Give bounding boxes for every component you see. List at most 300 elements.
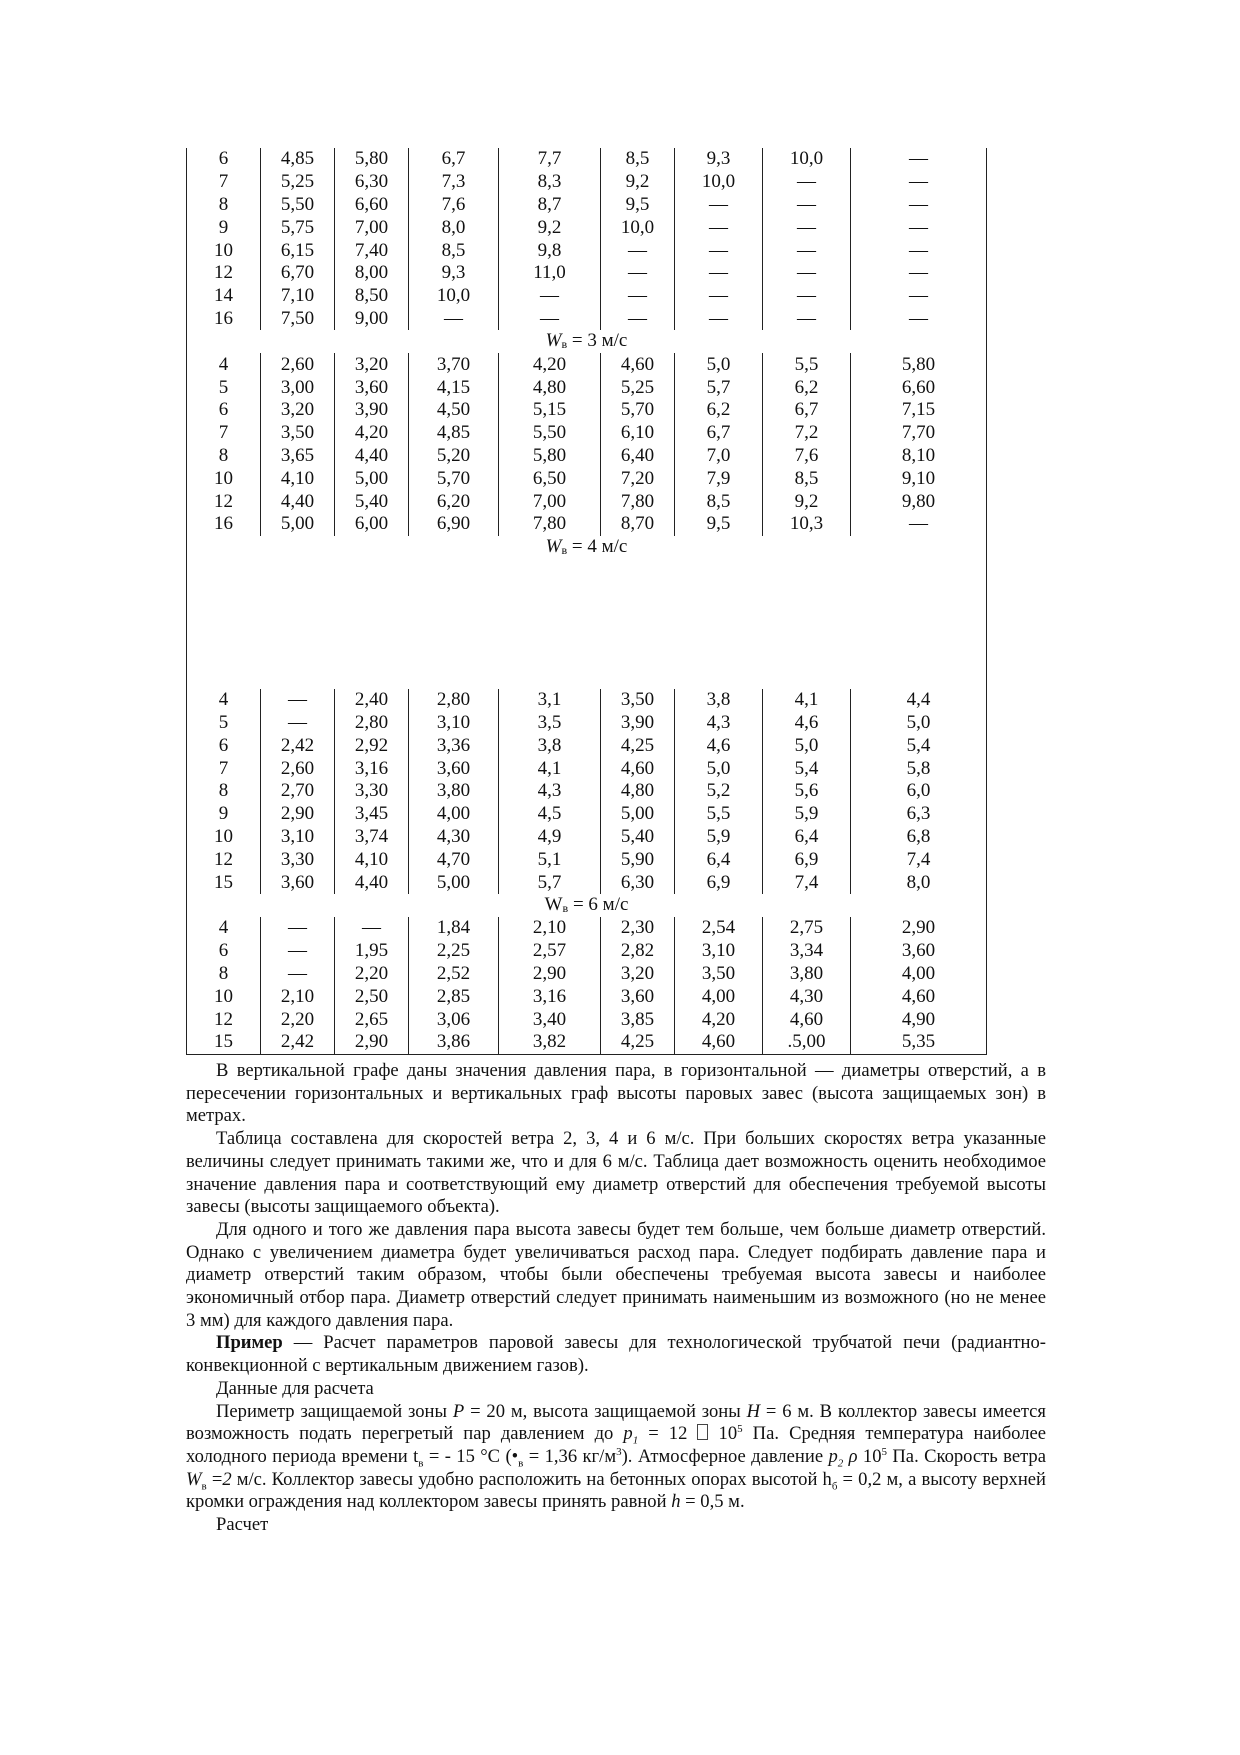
wind-symbol-subscript: в [562,900,569,915]
table-row [187,239,987,262]
height-cell: 3,80 [763,963,851,986]
height-cell: 3,10 [409,712,499,735]
height-cell: — [675,262,763,285]
height-cell: 3,10 [261,826,335,849]
text-run: = 20 м, высота защищаемой зоны [464,1400,747,1422]
height-cell: 7,6 [409,194,499,217]
height-cell: 3,20 [335,353,409,376]
height-cell: 3,8 [499,734,601,757]
height-cell: — [763,171,851,194]
pressure-cell: 4 [187,689,261,712]
pressure-cell: 6 [187,148,261,171]
table-row [187,194,987,217]
pressure-cell: 6 [187,399,261,422]
pressure-cell: 12 [187,490,261,513]
text-run: 10 [857,1445,882,1467]
height-cell: 5,00 [601,803,675,826]
height-cell: 7,2 [763,422,851,445]
pressure-cell: 6 [187,940,261,963]
height-cell: 2,65 [335,1008,409,1031]
wind-speed-caption-row [187,894,987,917]
height-cell: 7,40 [335,239,409,262]
height-cell: 8,50 [335,285,409,308]
height-cell: 3,80 [409,780,499,803]
height-cell: 7,0 [675,445,763,468]
height-cell: 7,10 [261,285,335,308]
pressure-cell: 7 [187,422,261,445]
height-cell: 9,5 [675,513,763,536]
text-run: Па. Скорость ветра [887,1445,1046,1467]
height-cell: 4,60 [763,1008,851,1031]
height-cell: 3,00 [261,376,335,399]
height-cell: 4,60 [601,353,675,376]
height-cell: 3,16 [499,985,601,1008]
height-cell: 3,8 [675,689,763,712]
height-cell: 8,7 [499,194,601,217]
height-cell: 6,20 [409,490,499,513]
table-row [187,513,987,536]
height-cell: — [601,262,675,285]
height-cell: 3,5 [499,712,601,735]
var-pressure-2: p [828,1445,838,1467]
height-cell: 7,15 [851,399,987,422]
pressure-cell: 15 [187,1031,261,1054]
subscript: б [831,1480,838,1493]
height-cell: 10,0 [601,216,675,239]
height-cell: 3,50 [261,422,335,445]
height-cell: 5,25 [261,171,335,194]
table-row [187,422,987,445]
height-cell: 4,6 [675,734,763,757]
height-cell: .5,00 [763,1031,851,1054]
height-cell: 9,10 [851,467,987,490]
var-pressure-2-index: 2 [837,1457,844,1470]
height-cell: 5,90 [601,848,675,871]
pressure-cell: 5 [187,376,261,399]
height-cell: 8,5 [675,490,763,513]
pressure-cell: 12 [187,262,261,285]
height-cell: — [261,712,335,735]
height-cell: 6,2 [763,376,851,399]
var-perimeter: P [452,1400,465,1422]
height-cell: — [851,171,987,194]
pressure-cell: 7 [187,171,261,194]
height-cell: 6,3 [851,803,987,826]
wind-speed-caption-row [187,536,987,559]
height-cell: — [851,513,987,536]
height-cell: 6,4 [763,826,851,849]
height-cell: 9,80 [851,490,987,513]
height-cell: — [335,917,409,940]
blank-spacer-cell [187,559,987,689]
height-cell: 4,3 [499,780,601,803]
height-cell: — [763,308,851,331]
height-cell: 9,8 [499,239,601,262]
height-cell: 5,00 [261,513,335,536]
text-run: ). Атмосферное давление [621,1445,829,1467]
height-cell: 2,90 [261,803,335,826]
height-cell: 7,9 [675,467,763,490]
height-cell: 7,80 [499,513,601,536]
height-cell: 5,80 [851,353,987,376]
height-cell: — [499,308,601,331]
table-row [187,803,987,826]
height-cell: 5,70 [601,399,675,422]
table-row [187,1031,987,1054]
height-cell: — [675,285,763,308]
exponent: 3 [616,1445,622,1458]
height-cell: 8,5 [409,239,499,262]
height-cell: 4,90 [851,1008,987,1031]
table-row [187,780,987,803]
height-cell: 4,40 [335,871,409,894]
height-cell: 5,0 [675,757,763,780]
height-cell: 7,6 [763,445,851,468]
height-cell: 6,30 [335,171,409,194]
height-cell: — [851,194,987,217]
height-cell: 3,60 [261,871,335,894]
text-run: = 1,36 кг/м [523,1445,617,1467]
wind-symbol: W [545,535,562,557]
height-cell: 7,50 [261,308,335,331]
height-cell: 3,06 [409,1008,499,1031]
subscript: в [201,1480,207,1493]
pressure-cell: 14 [187,285,261,308]
height-cell: — [261,917,335,940]
height-cell: — [601,308,675,331]
height-cell: 4,00 [851,963,987,986]
height-cell: 2,57 [499,940,601,963]
text-run: Периметр защищаемой зоны [216,1400,453,1422]
height-cell: 5,0 [851,712,987,735]
example-label: Пример [216,1332,283,1354]
height-cell: 3,40 [499,1008,601,1031]
height-cell: 4,25 [601,734,675,757]
table-row [187,376,987,399]
height-cell: 10,0 [763,148,851,171]
wind-symbol-subscript: в [561,542,568,557]
density-symbol-icon: • [511,1445,519,1467]
text-run: = 0,5 м. [680,1491,745,1513]
height-cell: 2,80 [409,689,499,712]
blank-spacer-row [187,559,987,689]
height-cell: 11,0 [499,262,601,285]
height-cell: 2,20 [261,1008,335,1031]
height-cell: 6,15 [261,239,335,262]
exponent: 5 [737,1423,743,1436]
height-cell: 5,4 [851,734,987,757]
height-cell: 5,20 [409,445,499,468]
height-cell: 5,0 [675,353,763,376]
height-cell: — [851,285,987,308]
height-cell: 10,0 [675,171,763,194]
height-cell: 6,30 [601,871,675,894]
height-cell: — [763,194,851,217]
body-text [186,1060,1046,1537]
height-cell: 9,3 [675,148,763,171]
height-cell: 2,10 [261,985,335,1008]
height-cell: 6,70 [261,262,335,285]
rho-symbol: ρ [843,1445,858,1467]
height-cell: 4,85 [261,148,335,171]
table-row [187,985,987,1008]
height-cell: 6,10 [601,422,675,445]
pressure-cell: 10 [187,985,261,1008]
height-cell: 3,86 [409,1031,499,1054]
table-row [187,285,987,308]
table-row [187,917,987,940]
height-cell: 9,2 [601,171,675,194]
height-cell: 4,80 [601,780,675,803]
height-cell: 2,54 [675,917,763,940]
height-cell: 9,5 [601,194,675,217]
wind-symbol: W [544,893,563,915]
height-cell: 4,20 [335,422,409,445]
height-cell: 5,9 [675,826,763,849]
height-cell: 7,4 [763,871,851,894]
pressure-cell: 10 [187,467,261,490]
height-cell: 2,85 [409,985,499,1008]
table-row [187,148,987,171]
height-cell: — [675,194,763,217]
height-cell: 2,20 [335,963,409,986]
height-cell: 6,7 [675,422,763,445]
height-cell: 3,90 [601,712,675,735]
height-cell: 9,2 [499,216,601,239]
height-cell: 3,65 [261,445,335,468]
height-cell: 2,40 [335,689,409,712]
table-row [187,467,987,490]
wind-speed-caption [187,536,987,559]
pressure-cell: 8 [187,194,261,217]
height-cell: 5,70 [409,467,499,490]
height-cell: 4,25 [601,1031,675,1054]
var-height: H [746,1400,761,1422]
table-row [187,689,987,712]
height-cell: 8,0 [409,216,499,239]
height-cell: 6,9 [675,871,763,894]
table-row [187,308,987,331]
height-cell: 5,50 [499,422,601,445]
height-cell: 5,2 [675,780,763,803]
height-cell: 9,2 [763,490,851,513]
height-cell: — [763,216,851,239]
pressure-cell: 9 [187,803,261,826]
height-cell: 4,60 [675,1031,763,1054]
height-cell: 3,60 [601,985,675,1008]
text-run: = [206,1468,223,1490]
text-run: = 0,2 м, а высоту верхней кромки ограждения над коллектором завесы принять равной [186,1468,1046,1513]
pressure-cell: 16 [187,308,261,331]
pressure-cell: 5 [187,712,261,735]
table-row [187,826,987,849]
height-cell: 3,90 [335,399,409,422]
height-cell: — [675,308,763,331]
height-cell: 9,00 [335,308,409,331]
height-cell: 6,9 [763,848,851,871]
table-row [187,871,987,894]
height-cell: 4,40 [335,445,409,468]
height-cell: 7,4 [851,848,987,871]
table-row [187,848,987,871]
height-cell: 5,75 [261,216,335,239]
height-cell: 3,60 [409,757,499,780]
height-cell: 5,1 [499,848,601,871]
height-cell: 4,10 [261,467,335,490]
height-cell: 2,82 [601,940,675,963]
height-cell: 8,5 [601,148,675,171]
height-cell: 6,60 [335,194,409,217]
height-cell: 3,34 [763,940,851,963]
height-cell: 2,70 [261,780,335,803]
height-cell: 3,20 [601,963,675,986]
height-cell: 3,50 [675,963,763,986]
height-cell: 2,42 [261,734,335,757]
var-fence-height: h [671,1491,681,1513]
height-cell: 4,6 [763,712,851,735]
pressure-cell: 8 [187,780,261,803]
height-cell: 9,3 [409,262,499,285]
height-cell: 4,30 [763,985,851,1008]
height-cell: — [851,308,987,331]
wind-speed-value: 2 [222,1468,232,1490]
height-cell: 2,50 [335,985,409,1008]
height-cell: 5,6 [763,780,851,803]
steam-curtain-height-table [186,148,987,1055]
height-cell: 8,0 [851,871,987,894]
pressure-cell: 4 [187,353,261,376]
height-cell: 3,36 [409,734,499,757]
height-cell: 3,10 [675,940,763,963]
height-cell: 4,60 [851,985,987,1008]
missing-glyph-box-icon [697,1424,708,1440]
height-cell: 2,92 [335,734,409,757]
text-run: 10 [708,1423,738,1445]
height-cell: 4,20 [675,1008,763,1031]
height-cell: 5,35 [851,1031,987,1054]
table-row [187,712,987,735]
height-cell: 5,9 [763,803,851,826]
height-cell: 5,4 [763,757,851,780]
wind-speed-value: = 4 м/с [567,535,628,557]
paragraph-example [186,1332,1046,1377]
height-cell: 7,70 [851,422,987,445]
table-row [187,399,987,422]
pressure-cell: 10 [187,239,261,262]
height-cell: 3,30 [261,848,335,871]
height-cell: 3,85 [601,1008,675,1031]
height-cell: 2,90 [499,963,601,986]
var-wind-speed: W [186,1468,202,1490]
height-cell: 5,5 [675,803,763,826]
height-cell: 8,5 [763,467,851,490]
height-cell: — [675,239,763,262]
height-cell: — [261,963,335,986]
table-row [187,171,987,194]
height-cell: 4,30 [409,826,499,849]
height-cell: — [763,285,851,308]
height-cell: 6,90 [409,513,499,536]
height-cell: 4,60 [601,757,675,780]
height-cell: 3,70 [409,353,499,376]
height-cell: 3,20 [261,399,335,422]
subscript: в [518,1457,524,1470]
height-cell: 6,50 [499,467,601,490]
text-run: = 12 [638,1423,698,1445]
height-cell: 6,40 [601,445,675,468]
wind-symbol-subscript: в [561,337,568,352]
height-cell: 3,16 [335,757,409,780]
height-cell: 7,00 [499,490,601,513]
height-cell: 3,50 [601,689,675,712]
height-cell: 1,95 [335,940,409,963]
wind-speed-value: = 6 м/с [568,893,629,915]
height-cell: 3,1 [499,689,601,712]
height-cell: — [851,239,987,262]
height-cell: 3,45 [335,803,409,826]
wind-speed-caption [187,894,987,917]
table-row [187,757,987,780]
height-cell: — [851,148,987,171]
height-cell: 4,40 [261,490,335,513]
height-cell: 8,70 [601,513,675,536]
table-row [187,216,987,239]
height-cell: 4,80 [499,376,601,399]
height-cell: 5,5 [763,353,851,376]
subscript: в [418,1457,424,1470]
text-run: = - 15 °С ( [423,1445,512,1467]
var-pressure-1: p [623,1423,633,1445]
height-cell: 4,00 [409,803,499,826]
height-cell: 4,10 [335,848,409,871]
height-cell: 5,40 [335,490,409,513]
height-cell: 3,74 [335,826,409,849]
table-row [187,963,987,986]
height-cell: 4,00 [675,985,763,1008]
height-cell: — [851,216,987,239]
height-cell: 4,3 [675,712,763,735]
height-cell: 7,7 [499,148,601,171]
height-cell: 10,3 [763,513,851,536]
height-cell: 4,15 [409,376,499,399]
height-cell: 6,7 [409,148,499,171]
table-body [187,148,987,1054]
exponent: 5 [881,1445,888,1458]
height-cell: 2,75 [763,917,851,940]
paragraph-table-description: В вертикальной графе даны значения давления пара, в горизонтальной — диаметры отверстий, а в пересечении горизонтальных и вертикальных граф высоты паровых завес (высота защищаемых зон) в метрах. [186,1060,1046,1127]
height-cell: 4,85 [409,422,499,445]
wind-speed-value: = 3 м/с [567,330,628,352]
height-cell: 10,0 [409,285,499,308]
pressure-cell: 4 [187,917,261,940]
height-cell: 5,7 [675,376,763,399]
height-cell: 4,1 [499,757,601,780]
height-cell: 6,60 [851,376,987,399]
height-cell: 2,30 [601,917,675,940]
table-row [187,940,987,963]
height-cell: 7,3 [409,171,499,194]
table-row [187,262,987,285]
paragraph-wind-speeds: Таблица составлена для скоростей ветра 2, 3, 4 и 6 м/с. При больших скоростях ветра указанные величины следует принимать такими же, что и для 6 м/с. Таблица дает возможность оценить необходимое значение давления пара и соответствующий ему диаметр отверстий для обеспечения требуемой высоты завесы (высоты защищаемого объекта). [186,1128,1046,1218]
pressure-cell: 10 [187,826,261,849]
height-cell: 2,80 [335,712,409,735]
pressure-cell: 7 [187,757,261,780]
height-cell: — [763,239,851,262]
height-cell: 3,60 [851,940,987,963]
height-cell: 2,25 [409,940,499,963]
height-cell: — [763,262,851,285]
height-cell: — [499,285,601,308]
